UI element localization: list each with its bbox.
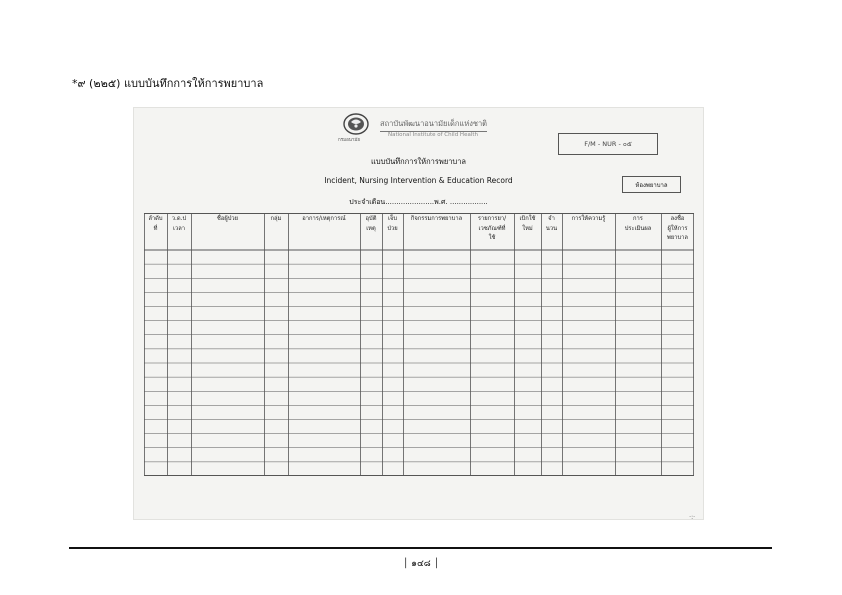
table-row (144, 278, 694, 292)
table-column-header: การให้ความรู้ (571, 216, 606, 222)
table-column-header: การ ประเมินผล (624, 216, 652, 232)
table-column-header: เจ็บ ป่วย (387, 216, 398, 232)
institute-name-english: National Institute of Child Health (388, 132, 478, 138)
table-column-header: ว.ด.ป เวลา (171, 216, 187, 232)
table-row (144, 391, 694, 405)
table-row (144, 250, 694, 264)
table-row (144, 434, 694, 448)
table-column-header: รายการยา/ เวชภัณฑ์ที่ ใช้ (477, 216, 507, 241)
institute-name-thai: สถาบันพัฒนาอนามัยเด็กแห่งชาติ (380, 118, 487, 132)
table-row (144, 307, 694, 321)
table-row (144, 462, 694, 476)
scan-mark: ·:· (689, 514, 695, 521)
logo-label: กรมอนามัย (338, 138, 361, 143)
form-title-english: Incident, Nursing Intervention & Education Record (324, 176, 513, 185)
table-row (144, 363, 694, 377)
table-column-header: กลุ่ม (270, 216, 282, 222)
table-column-header: ลงชื่อ ผู้ให้การ พยาบาล (667, 216, 688, 241)
table-column-header: อุบัติ เหตุ (365, 216, 377, 232)
table-column-header: ลำดับ ที่ (148, 216, 163, 232)
table-column-header: ชื่อผู้ป่วย (216, 216, 239, 222)
table-row (144, 292, 694, 306)
table-column-header: กิจกรรมการพยาบาล (410, 216, 463, 222)
table-row (144, 377, 694, 391)
month-year-line: ประจำเดือน......................พ.ศ. ................. (349, 198, 488, 206)
table-column-header: จำ นวน (545, 216, 558, 232)
table-row (144, 335, 694, 349)
footer-rule (69, 547, 772, 549)
figure-caption: *๙ (๒๒๕) แบบบันทึกการให้การพยาบาล (72, 77, 264, 90)
form-code-box: F/M - NUR - ๐๕ (558, 133, 658, 155)
form-title-thai: แบบบันทึกการให้การพยาบาล (370, 157, 466, 166)
table-row (144, 420, 694, 434)
table-row (144, 405, 694, 419)
table-row (144, 264, 694, 278)
table-column-header: เบิกใช้ ใหม่ (519, 216, 536, 232)
scanned-form (133, 107, 704, 520)
room-label-box: ห้องพยาบาล (622, 176, 681, 193)
table-row (144, 349, 694, 363)
table-row (144, 321, 694, 335)
table-row (144, 448, 694, 462)
page-number: │ ๑๔๘ │ (402, 559, 440, 569)
institute-logo-icon (342, 113, 370, 135)
record-table (144, 213, 694, 476)
table-column-header: อาการ/เหตุการณ์ (302, 216, 346, 222)
